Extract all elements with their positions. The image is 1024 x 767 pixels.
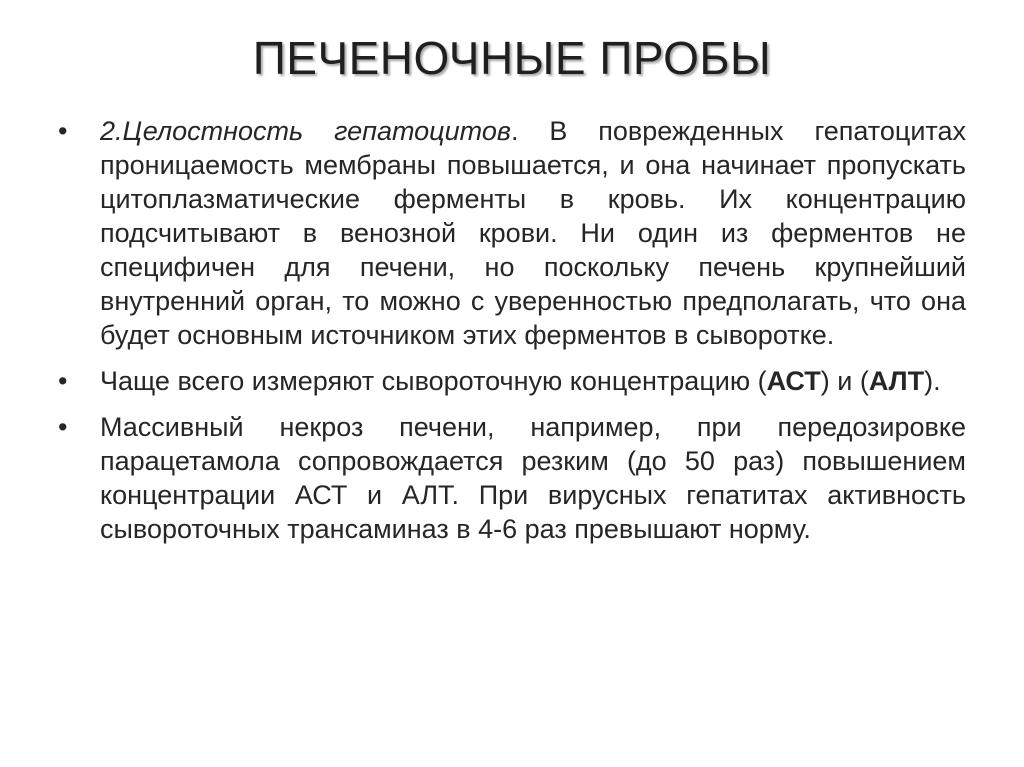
bullet-text: . В поврежденных гепатоцитах проницаемость мембраны повышается, и она начинает пропускать цитоплазматические ферменты в кровь. Их концентрацию подсчитывают в венозной крови. Ни один из ферментов не специфичен для печени, но поскольку печень крупнейший внутренний орган, то можно с уверенностью предполагать, что она будет основным источником этих ферментов в сыворотке. xyxy=(100,116,966,350)
bullet-text: ). xyxy=(924,366,941,396)
bullet-text: ) и ( xyxy=(820,366,869,396)
bullet-bold-alt: АЛТ xyxy=(868,366,925,396)
bullet-text: Чаще всего измеряют сывороточную концентрацию ( xyxy=(100,366,767,396)
bullet-item-integrity xyxy=(56,114,966,352)
bullet-icon: • xyxy=(58,116,68,146)
bullet-list xyxy=(56,114,966,558)
bullet-bold-ast: АСТ xyxy=(766,366,821,396)
bullet-lead-italic: 2.Целостность гепатоцитов xyxy=(100,116,511,146)
slide-title: ПЕЧЕНОЧНЫЕ ПРОБЫ xyxy=(252,32,772,84)
bullet-icon: • xyxy=(58,366,68,396)
bullet-icon: • xyxy=(58,412,68,442)
bullet-item-measure xyxy=(56,364,966,398)
bullet-text: Массивный некроз печени, например, при передозировке парацетамола сопровождается резким (до 50 раз) повышением концентрации АСТ и АЛТ. При вирусных гепатитах активность сывороточных трансаминаз в 4-6 раз превышают норму. xyxy=(100,412,966,544)
bullet-item-necrosis xyxy=(56,410,966,546)
